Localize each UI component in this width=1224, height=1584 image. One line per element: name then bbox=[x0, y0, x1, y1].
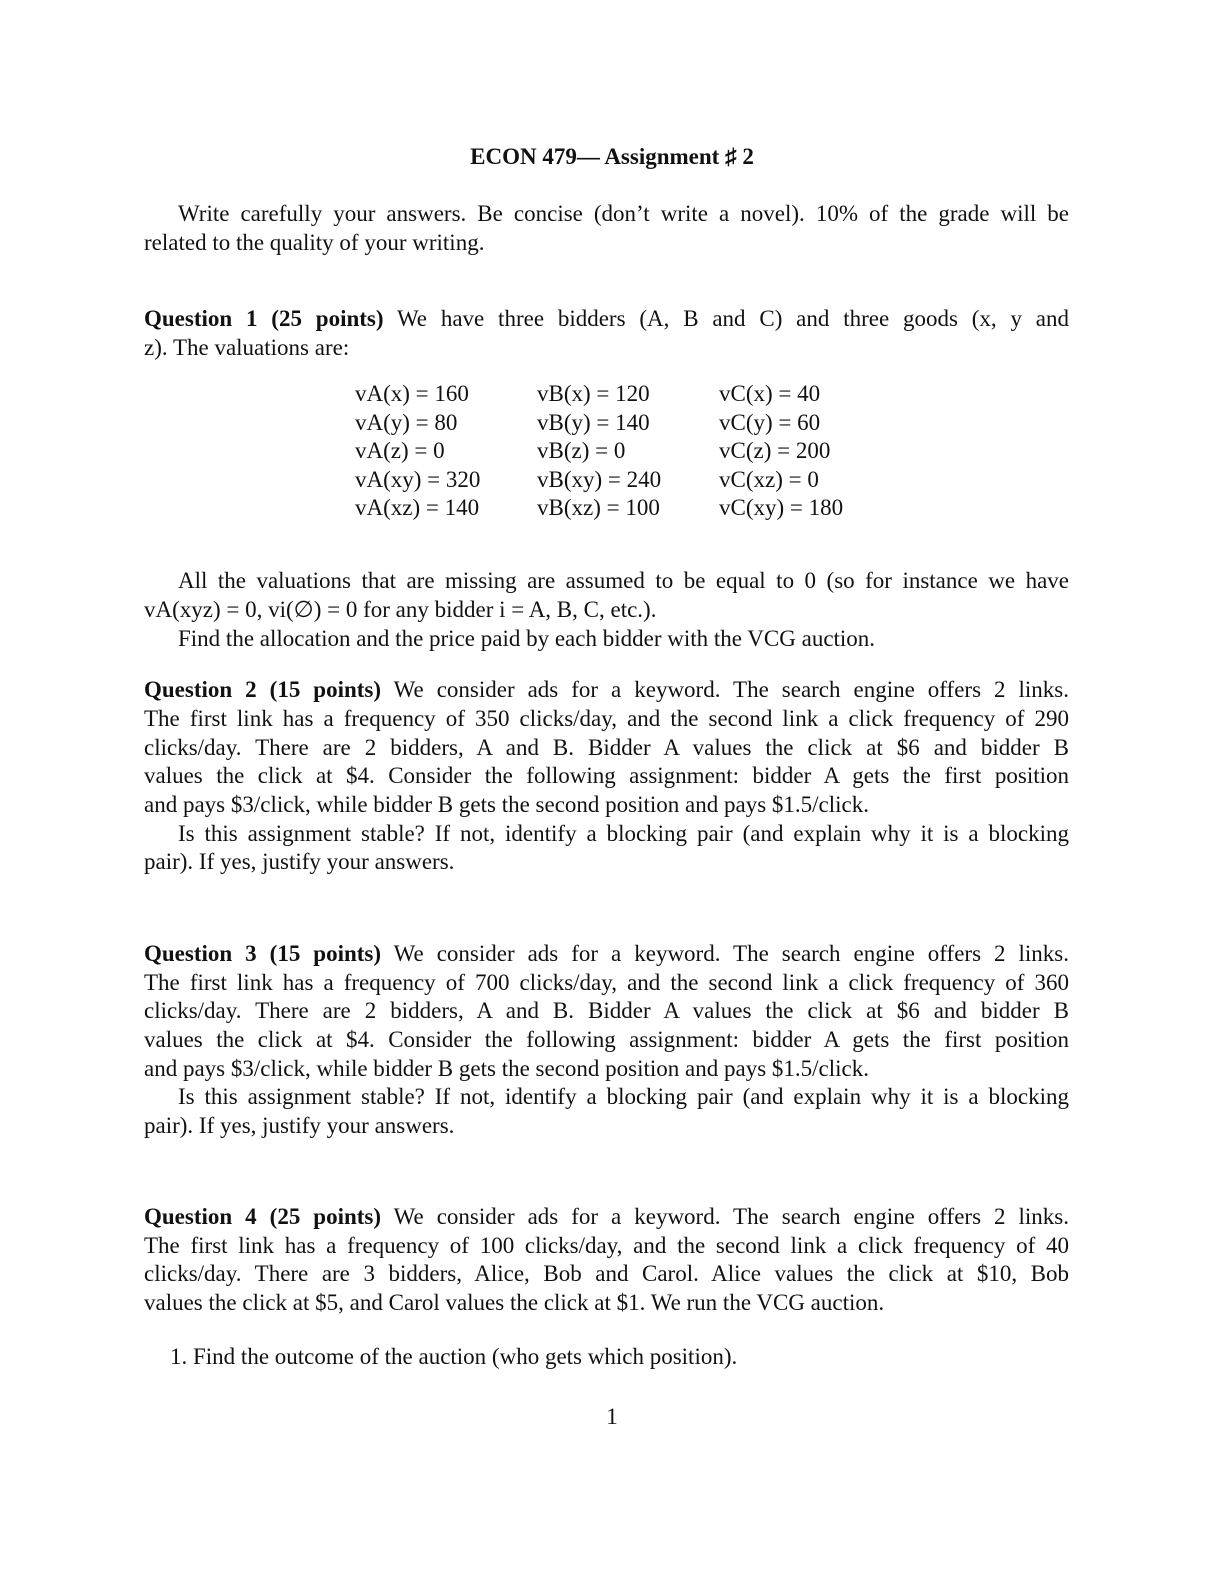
q4-heading: Question 4 (25 points) bbox=[144, 1204, 382, 1229]
q4-text: The first link has a frequency of 100 clicks/day, and the second link a click frequency of 40 bbox=[144, 1233, 1069, 1258]
q2-question: pair). If yes, justify your answers. bbox=[144, 849, 455, 874]
valuation-a: vA(xz) = 140 bbox=[355, 495, 480, 520]
valuation-a: vA(z) = 0 bbox=[355, 438, 445, 463]
q3-question: Is this assignment stable? If not, identify a blocking pair (and explain why it is a blocking bbox=[178, 1084, 1069, 1109]
page-number: 1 bbox=[606, 1404, 618, 1429]
intro-line: Write carefully your answers. Be concise (don’t write a novel). 10% of the grade will be bbox=[178, 201, 1069, 226]
valuation-b: vB(y) = 140 bbox=[537, 410, 650, 435]
q3-text: and pays $3/click, while bidder B gets the second position and pays $1.5/click. bbox=[144, 1056, 869, 1081]
q3-heading: Question 3 (15 points) bbox=[144, 941, 382, 966]
valuation-c: vC(z) = 200 bbox=[719, 438, 831, 463]
q1-heading: Question 1 (25 points) bbox=[144, 306, 384, 331]
q3-question: pair). If yes, justify your answers. bbox=[144, 1113, 455, 1138]
q4-first-line bbox=[144, 1202, 1069, 1231]
q4-text: values the click at $5, and Carol values the click at $1. We run the VCG auction. bbox=[144, 1290, 885, 1315]
q3-first-line bbox=[144, 939, 1069, 968]
q2-heading: Question 2 (15 points) bbox=[144, 677, 382, 702]
q2-text: We consider ads for a keyword. The search engine offers 2 links. bbox=[393, 677, 1069, 702]
valuation-a: vA(xy) = 320 bbox=[355, 467, 481, 492]
valuation-a: vA(y) = 80 bbox=[355, 410, 458, 435]
valuation-a: vA(x) = 160 bbox=[355, 381, 469, 406]
valuation-c: vC(xz) = 0 bbox=[719, 467, 819, 492]
q2-text: and pays $3/click, while bidder B gets the second position and pays $1.5/click. bbox=[144, 792, 869, 817]
q3-text: The first link has a frequency of 700 clicks/day, and the second link a click frequency of 360 bbox=[144, 970, 1069, 995]
q4-text: clicks/day. There are 3 bidders, Alice, Bob and Carol. Alice values the click at $10, Bob bbox=[144, 1261, 1069, 1286]
q2-text: values the click at $4. Consider the following assignment: bidder A gets the first position bbox=[144, 763, 1069, 788]
q1-note: vA(xyz) = 0, vi(∅) = 0 for any bidder i = A, B, C, etc.). bbox=[144, 597, 657, 622]
q4-text: We consider ads for a keyword. The search engine offers 2 links. bbox=[393, 1204, 1069, 1229]
q4-list-item: 1. Find the outcome of the auction (who gets which position). bbox=[170, 1344, 738, 1369]
valuation-b: vB(x) = 120 bbox=[537, 381, 650, 406]
q1-text: z). The valuations are: bbox=[144, 335, 350, 360]
valuation-c: vC(xy) = 180 bbox=[719, 495, 844, 520]
valuation-c: vC(y) = 60 bbox=[719, 410, 821, 435]
document-title: ECON 479— Assignment ♯ 2 bbox=[470, 144, 754, 169]
q3-text: values the click at $4. Consider the following assignment: bidder A gets the first position bbox=[144, 1027, 1069, 1052]
q2-question: Is this assignment stable? If not, identify a blocking pair (and explain why it is a blocking bbox=[178, 821, 1069, 846]
valuation-b: vB(xz) = 100 bbox=[537, 495, 660, 520]
valuation-b: vB(xy) = 240 bbox=[537, 467, 662, 492]
q1-note: All the valuations that are missing are assumed to be equal to 0 (so for instance we have bbox=[178, 568, 1069, 593]
valuation-c: vC(x) = 40 bbox=[719, 381, 821, 406]
intro-line: related to the quality of your writing. bbox=[144, 230, 485, 255]
valuation-b: vB(z) = 0 bbox=[537, 438, 626, 463]
q2-text: clicks/day. There are 2 bidders, A and B. Bidder A values the click at $6 and bidder B bbox=[144, 735, 1069, 760]
q3-text: We consider ads for a keyword. The search engine offers 2 links. bbox=[393, 941, 1069, 966]
q2-first-line bbox=[144, 675, 1069, 704]
q1-task: Find the allocation and the price paid by each bidder with the VCG auction. bbox=[178, 626, 876, 651]
q2-text: The first link has a frequency of 350 clicks/day, and the second link a click frequency of 290 bbox=[144, 706, 1069, 731]
q3-text: clicks/day. There are 2 bidders, A and B. Bidder A values the click at $6 and bidder B bbox=[144, 998, 1069, 1023]
q1-text: We have three bidders (A, B and C) and three goods (x, y and bbox=[396, 306, 1069, 331]
q1-first-line bbox=[144, 304, 1069, 333]
